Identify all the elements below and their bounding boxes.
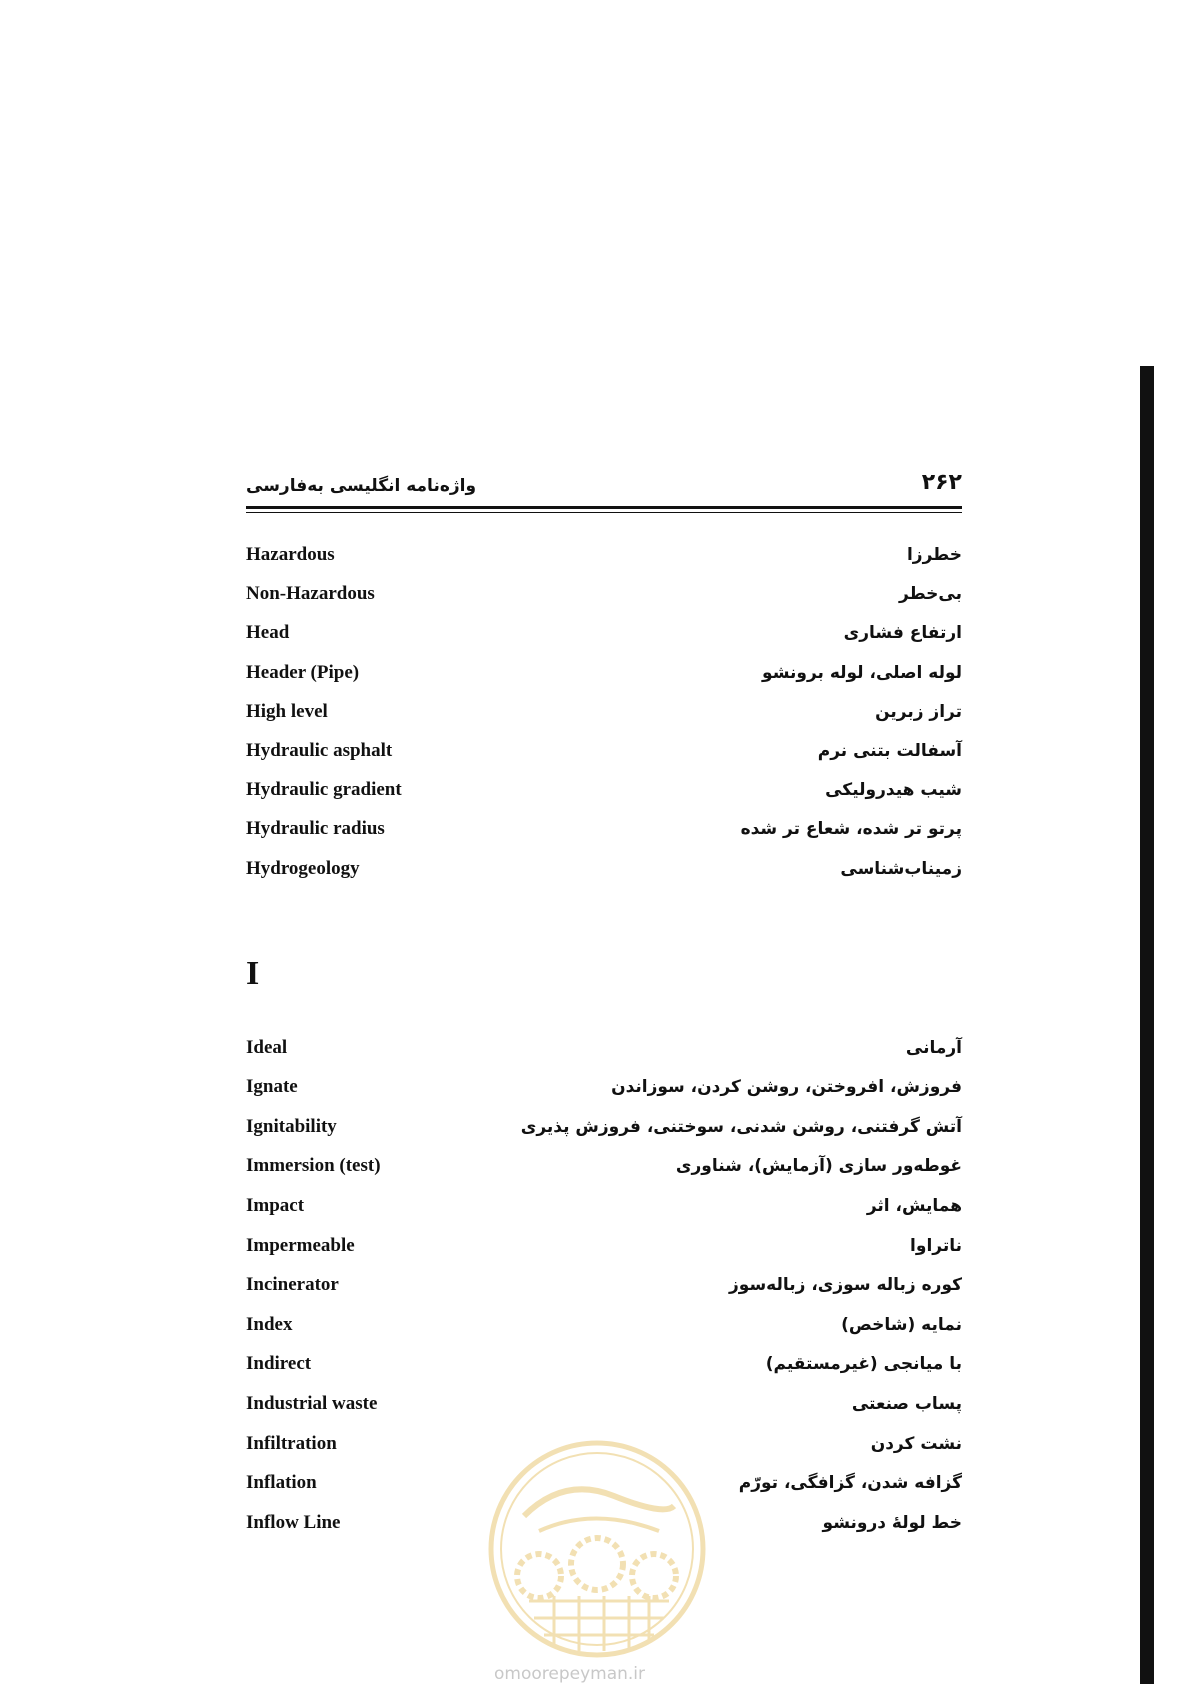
glossary-entry: [246, 1034, 962, 1074]
persian-equivalent: شیب هیدرولیکی: [825, 780, 962, 801]
english-term: Hydrogeology: [246, 857, 360, 879]
persian-equivalent: آسفالت بتنی نرم: [817, 740, 962, 761]
persian-equivalent: زمیناب‌شناسی: [840, 858, 962, 879]
english-term: Non-Hazardous: [246, 583, 375, 605]
english-term: Impermeable: [246, 1234, 355, 1256]
english-term: Hazardous: [246, 544, 335, 565]
glossary-entry: [246, 541, 962, 580]
watermark-seal: [484, 1436, 710, 1662]
dictionary-page: [246, 470, 962, 1548]
glossary-entry: [246, 1390, 962, 1430]
glossary-entry: [246, 1192, 962, 1232]
glossary-entry: [246, 855, 962, 894]
english-term: Hydraulic asphalt: [246, 739, 393, 761]
glossary-entry: [246, 1152, 962, 1192]
header-rule-thick: [246, 506, 962, 509]
glossary-entry: [246, 1271, 962, 1311]
english-term: Inflow Line: [246, 1511, 341, 1533]
glossary-entry: [246, 1311, 962, 1351]
glossary-entry: [246, 1073, 962, 1113]
persian-equivalent: لوله اصلی، لوله برونشو: [762, 662, 962, 683]
watermark-url: omoorepeyman.ir: [494, 1664, 646, 1684]
persian-equivalent: گزافه شدن، گزافگی، تورّم: [738, 1473, 962, 1494]
persian-equivalent: آتش گرفتنی، روشن شدنی، سوختنی، فروزش پذیری: [520, 1116, 962, 1137]
persian-equivalent: همایش، اثر: [866, 1196, 962, 1217]
glossary-entry: [246, 698, 962, 737]
glossary-entry: [246, 776, 962, 815]
glossary-entry: [246, 1232, 962, 1272]
glossary-entry: [246, 580, 962, 619]
persian-equivalent: آرمانی: [905, 1037, 962, 1058]
persian-equivalent: نشت کردن: [870, 1433, 962, 1454]
english-term: Industrial waste: [246, 1393, 378, 1415]
english-term: High level: [246, 700, 328, 722]
persian-equivalent: خط لولهٔ درونشو: [822, 1512, 962, 1533]
persian-equivalent: ناتراوا: [910, 1235, 962, 1256]
page-number: ۲۶۲: [921, 470, 962, 495]
english-term: Immersion (test): [246, 1155, 381, 1177]
persian-equivalent: فروزش، افروختن، روشن کردن، سوزاندن: [611, 1077, 962, 1098]
english-term: Hydraulic gradient: [246, 779, 402, 801]
english-term: Index: [246, 1313, 293, 1335]
persian-equivalent: غوطه‌ور سازی (آزمایش)، شناوری: [675, 1156, 962, 1177]
english-term: Impact: [246, 1195, 305, 1217]
english-term: Indirect: [246, 1353, 312, 1375]
english-term: Ideal: [246, 1036, 288, 1058]
persian-equivalent: تراز زبرین: [875, 701, 962, 722]
scan-edge-bar: [1140, 366, 1154, 1684]
glossary-entry: [246, 659, 962, 698]
english-term: Head: [246, 622, 290, 644]
glossary-section-h: [246, 541, 962, 894]
english-term: Infiltration: [246, 1432, 337, 1454]
persian-equivalent: با میانجی (غیرمستقیم): [765, 1354, 962, 1375]
persian-equivalent: پساب صنعتی: [851, 1394, 962, 1415]
section-letter-heading: I: [246, 954, 260, 992]
english-term: Header (Pipe): [246, 661, 360, 683]
glossary-entry: [246, 815, 962, 854]
persian-equivalent: کوره زباله سوزی، زباله‌سوز: [729, 1275, 962, 1296]
persian-equivalent: خطرزا: [906, 545, 962, 565]
persian-equivalent: بی‌خطر: [899, 584, 962, 605]
english-term: Ignitability: [246, 1115, 337, 1137]
glossary-entry: [246, 737, 962, 776]
persian-equivalent: ارتفاع فشاری: [843, 623, 962, 644]
persian-equivalent: نمایه (شاخص): [841, 1314, 962, 1335]
header-rule-thin: [246, 512, 962, 513]
persian-equivalent: پرتو تر شده، شعاع تر شده: [740, 819, 962, 840]
page-header: [246, 470, 962, 504]
glossary-entry: [246, 619, 962, 658]
running-title: واژه‌نامه انگلیسی به‌فارسی: [246, 476, 477, 496]
glossary-entry: [246, 1113, 962, 1153]
english-term: Inflation: [246, 1472, 317, 1494]
english-term: Ignate: [246, 1076, 298, 1098]
glossary-entry: [246, 1350, 962, 1390]
english-term: Hydraulic radius: [246, 818, 385, 840]
english-term: Incinerator: [246, 1274, 339, 1296]
